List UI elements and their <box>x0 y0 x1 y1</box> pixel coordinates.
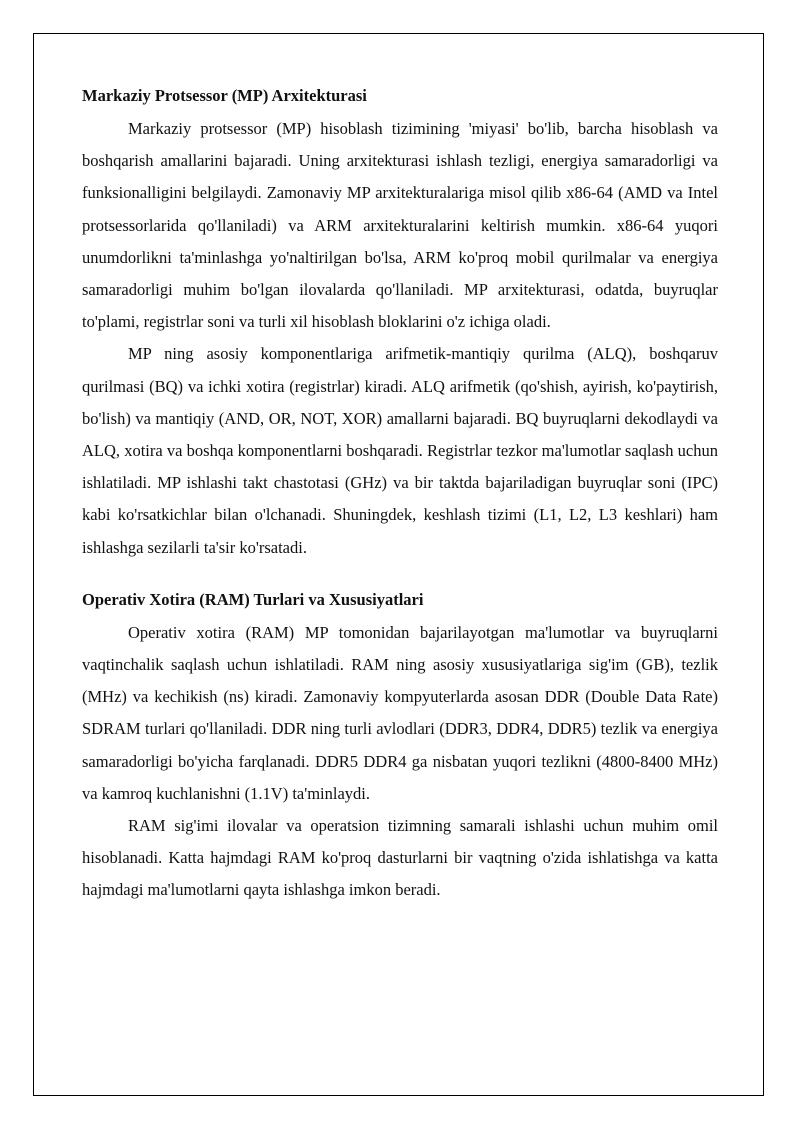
document-body <box>82 80 718 1096</box>
paragraph-cpu-components: MP ning asosiy komponentlariga arifmetik-mantiqiy qurilma (ALQ), boshqaruv qurilmasi (BQ) va ichki xotira (registrlar) kiradi. ALQ arifmetik (qo'shish, ayirish, ko'paytirish, bo'lish) va mantiqiy (AND, OR, NOT, XOR) amallarni bajaradi. BQ buyruqlarni dekodlaydi va ALQ, xotira va boshqa komponentlarni boshqaradi. Registrlar tezkor ma'lumotlar saqlash uchun ishlatiladi. MP ishlashi takt chastotasi (GHz) va bir taktda bajariladigan buyruqlar soni (IPC) kabi ko'rsatkichlar bilan o'lchanadi. Shuningdek, keshlash tizimi (L1, L2, L3 keshlari) ham ishlashga sezilarli ta'sir ko'rsatadi. <box>82 344 718 557</box>
paragraph-ram-overview: Operativ xotira (RAM) MP tomonidan bajarilayotgan ma'lumotlar va buyruqlarni vaqtinchalik saqlash uchun ishlatiladi. RAM ning asosiy xususiyatlariga sig'im (GB), tezlik (MHz) va kechikish (ns) kiradi. Zamonaviy kompyuterlarda asosan DDR (Double Data Rate) SDRAM turlari qo'llaniladi. DDR ning turli avlodlari (DDR3, DDR4, DDR5) tezlik va energiya samaradorligi bo'yicha farqlanadi. DDR5 DDR4 ga nisbatan yuqori tezlikni (4800-8400 MHz) va kamroq kuchlanishni (1.1V) ta'minlaydi. <box>82 622 718 803</box>
paragraph-cpu-overview: Markaziy protsessor (MP) hisoblash tizimining 'miyasi' bo'lib, barcha hisoblash va boshqarish amallarini bajaradi. Uning arxitekturasi ishlash tezligi, energiya samaradorligi va funksionalligini belgilaydi. Zamonaviy MP arxitekturalariga misol qilib x86-64 (AMD va Intel protsessorlarida qo'llaniladi) va ARM arxitekturalarini keltirish mumkin. x86-64 yuqori unumdorlikni ta'minlashga yo'naltirilgan bo'lsa, ARM ko'proq mobil qurilmalar va energiya samaradorligi muhim bo'lgan ilovalarda qo'llaniladi. MP arxitekturasi, odatda, buyruqlar to'plami, registrlar soni va turli xil hisoblash bloklarini o'z ichiga oladi. <box>82 119 718 332</box>
section-heading-cpu-architecture: Markaziy Protsessor (MP) Arxitekturasi <box>82 86 367 105</box>
paragraph-ram-capacity: RAM sig'imi ilovalar va operatsion tizimning samarali ishlashi uchun muhim omil hisoblanadi. Katta hajmdagi RAM ko'proq dasturlarni bir vaqtning o'zida ishlatishga va katta hajmdagi ma'lumotlarni qayta ishlashga imkon beradi. <box>82 816 718 900</box>
section-heading-ram-types: Operativ Xotira (RAM) Turlari va Xususiyatlari <box>82 589 424 609</box>
